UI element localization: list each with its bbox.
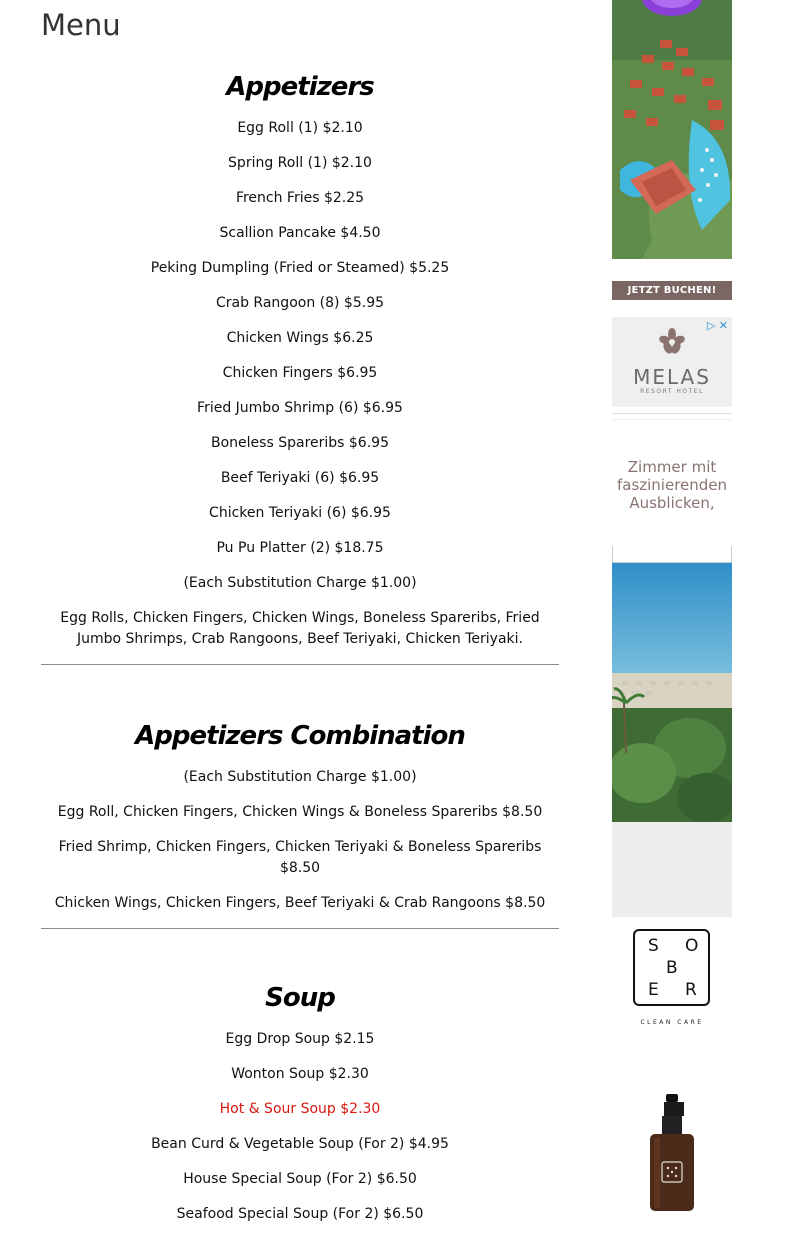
menu-item: Crab Rangoon (8) $5.95 [215,295,385,311]
melas-brand: MELAS [633,365,711,389]
hotel-aerial-image[interactable] [612,0,732,259]
menu-note: (Each Substitution Charge $1.00) [183,575,417,591]
menu-item: Fried Shrimp, Chicken Fingers, Chicken Teriyaki & Boneless Spareribs $8.50 [58,839,542,876]
sober-letter: B [666,958,678,978]
menu-item: Scallion Pancake $4.50 [219,225,381,241]
menu-item: Chicken Wings $6.25 [226,330,374,346]
melas-ad[interactable] [612,317,732,407]
sober-letter: S [648,936,659,956]
menu-note: (Each Substitution Charge $1.00) [183,769,417,785]
menu-item-highlighted: Hot & Sour Soup $2.30 [219,1101,381,1117]
melas-sub: RESORT HOTEL [640,388,704,395]
menu-item: Spring Roll (1) $2.10 [228,155,372,171]
serum-bottle-image[interactable] [648,1094,696,1211]
menu-note: Egg Rolls, Chicken Fingers, Chicken Wings, Boneless Spareribs, Fried Jumbo Shrimps, Crab Rangoons, Beef Teriyaki, Chicken Teriyaki. [60,610,540,647]
menu-item: French Fries $2.25 [235,190,365,206]
menu-item: Wonton Soup $2.30 [231,1066,369,1082]
ad-tagline[interactable]: Zimmer mit faszinierenden Ausblicken, [616,458,728,512]
menu-item: Egg Roll (1) $2.10 [237,120,363,136]
sober-sub: CLEAN CARE [640,1019,704,1026]
ad-placeholder [612,822,732,917]
menu-item: Chicken Fingers $6.95 [222,365,378,381]
page-title: Menu [41,8,121,42]
ad-frame [612,546,732,563]
sober-letter: R [685,980,697,1000]
section-divider [41,928,559,929]
sober-letter: E [648,980,659,1000]
section-heading: Appetizers Combination [135,721,465,751]
ad-divider [612,413,732,414]
appetizers-combination-section [41,719,559,929]
menu-content [41,64,559,1239]
menu-item: Egg Roll, Chicken Fingers, Chicken Wings & Boneless Spareribs $8.50 [57,804,543,820]
sober-logo[interactable] [633,929,710,1006]
book-now-button[interactable]: JETZT BUCHEN! [612,281,732,300]
section-divider [41,664,559,665]
appetizers-section [41,70,559,665]
flower-logo-icon [659,327,685,355]
sober-letter: O [685,936,699,956]
menu-item: Beef Teriyaki (6) $6.95 [220,470,380,486]
menu-item: Seafood Special Soup (For 2) $6.50 [176,1206,424,1222]
menu-item: Peking Dumpling (Fried or Steamed) $5.25 [150,260,450,276]
section-heading: Soup [265,983,335,1013]
adchoices-icon[interactable]: ▷ ✕ [706,319,728,332]
menu-item: Boneless Spareribs $6.95 [211,435,389,451]
soup-section [41,981,559,1225]
menu-item: Chicken Teriyaki (6) $6.95 [209,505,391,521]
menu-item: Pu Pu Platter (2) $18.75 [216,540,384,556]
menu-item: Bean Curd & Vegetable Soup (For 2) $4.95 [151,1136,449,1152]
ad-divider [612,419,732,420]
menu-item: House Special Soup (For 2) $6.50 [183,1171,417,1187]
menu-item: Egg Drop Soup $2.15 [225,1031,375,1047]
beach-image[interactable] [612,563,732,822]
menu-item: Chicken Wings, Chicken Fingers, Beef Teriyaki & Crab Rangoons $8.50 [54,895,546,911]
menu-item: Fried Jumbo Shrimp (6) $6.95 [197,400,403,416]
section-heading: Appetizers [226,72,374,102]
